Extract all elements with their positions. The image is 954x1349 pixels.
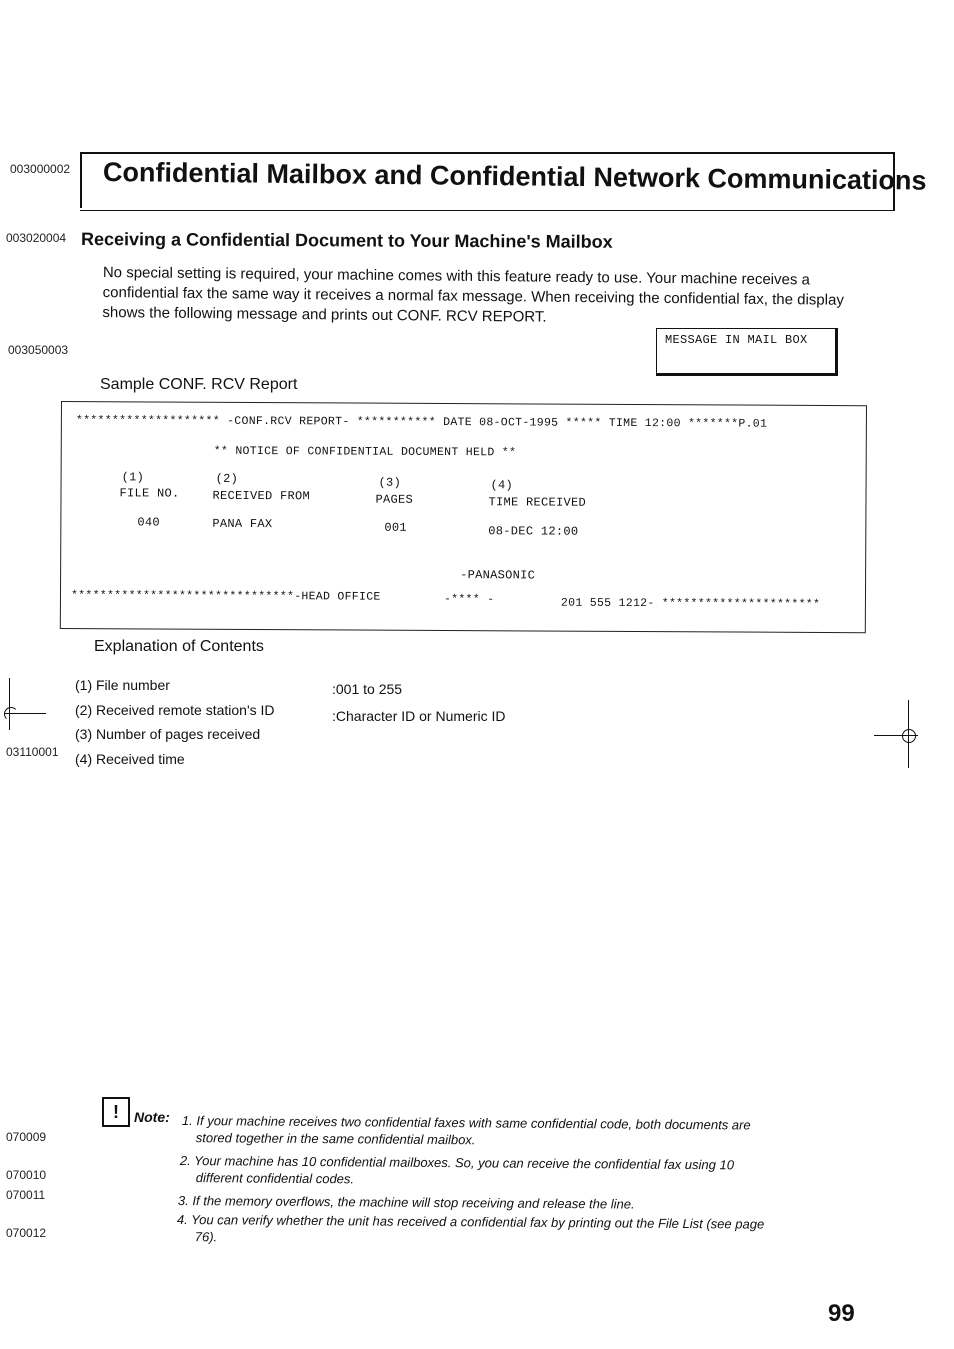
explanation-item-1-label: (1) File number	[75, 677, 170, 693]
report-col-3-label: PAGES	[375, 492, 414, 507]
sample-report-heading: Sample CONF. RCV Report	[100, 376, 298, 393]
margin-code-display: 003050003	[8, 343, 69, 357]
conf-rcv-report	[60, 401, 867, 633]
report-col-4-label: TIME RECEIVED	[488, 495, 587, 510]
section-title: Receiving a Confidential Document to Your Machine's Mailbox	[80, 229, 613, 252]
margin-code-title: 003000002	[10, 162, 71, 176]
lcd-display-box	[656, 328, 838, 376]
page-title: Confidential Mailbox and Confidential Network Communications	[102, 157, 927, 196]
lcd-display-message: MESSAGE IN MAIL BOX	[665, 333, 808, 347]
margin-code-note-4: 070012	[6, 1226, 47, 1240]
report-col-3-number: (3)	[378, 475, 402, 490]
note-1-number: 1.	[181, 1113, 193, 1129]
registration-mark-right	[902, 729, 916, 743]
body-paragraph: No special setting is required, your machine comes with this feature ready to use. Your machine receives a confidential fax the same way it receives a normal fax message. When receiving the confidential fax, the display shows the following message and prints out CONF. RCV REPORT.	[102, 263, 844, 326]
note-4	[177, 1211, 765, 1250]
margin-code-explanation: 03110001	[6, 745, 59, 759]
note-4-number: 4.	[176, 1212, 188, 1228]
report-footer-mid: -**** -	[443, 593, 495, 607]
report-footer-right: 201 555 1212- **********************	[560, 596, 821, 611]
margin-code-note-2: 070010	[6, 1168, 47, 1182]
note-3-number: 3.	[177, 1193, 189, 1209]
report-col-1-number: (1)	[121, 470, 145, 485]
margin-code-note-3: 070011	[6, 1188, 46, 1202]
note-4-line-2: 76).	[194, 1229, 218, 1245]
page-number: 99	[828, 1300, 855, 1327]
explanation-item-3-label: (3) Number of pages received	[75, 726, 261, 742]
note-icon: !	[102, 1097, 130, 1127]
explanation-heading: Explanation of Contents	[94, 638, 264, 655]
report-col-3-value: 001	[384, 520, 407, 535]
note-2-number: 2.	[179, 1153, 191, 1169]
report-col-2-number: (2)	[215, 471, 239, 486]
report-col-2-value: PANA FAX	[212, 516, 273, 532]
margin-code-section: 003020004	[6, 231, 67, 245]
note-3-line-1: If the memory overflows, the machine will stop receiving and release the line.	[192, 1193, 635, 1212]
note-label: Note:	[134, 1109, 170, 1125]
note-1	[182, 1112, 751, 1150]
note-2-line-2: different confidential codes.	[195, 1170, 355, 1187]
note-3	[178, 1192, 635, 1213]
report-notice: ** NOTICE OF CONFIDENTIAL DOCUMENT HELD **	[213, 444, 517, 460]
margin-code-note-1: 070009	[6, 1130, 47, 1144]
report-col-4-number: (4)	[490, 478, 514, 493]
explanation-item-4-label: (4) Received time	[75, 751, 185, 767]
report-header-line: ******************** -CONF.RCV REPORT- *********** DATE 08-OCT-1995 ***** TIME 12:00 *******P.01	[75, 414, 768, 431]
report-col-1-value: 040	[137, 515, 160, 530]
title-frame-left-rule	[80, 152, 82, 208]
report-footer-left: *******************************-HEAD OFFICE	[70, 589, 381, 604]
note-2-line-1: Your machine has 10 confidential mailboxes. So, you can receive the confidential fax using 10	[194, 1153, 735, 1173]
report-col-1-label: FILE NO.	[119, 486, 180, 501]
note-2	[180, 1152, 734, 1190]
report-col-4-value: 08-DEC 12:00	[488, 524, 579, 539]
crop-mark-left-vertical	[9, 678, 10, 730]
explanation-item-2-label: (2) Received remote station's ID	[75, 702, 275, 718]
report-col-2-label: RECEIVED FROM	[212, 488, 311, 504]
report-sender: -PANASONIC	[460, 568, 536, 583]
note-1-line-1: If your machine receives two confidential faxes with same confidential code, both documents are	[196, 1113, 751, 1133]
explanation-item-1-desc: :001 to 255	[332, 681, 403, 697]
note-1-line-2: stored together in the same confidential mailbox.	[195, 1130, 476, 1148]
registration-mark-left	[4, 707, 18, 721]
explanation-item-2-desc: :Character ID or Numeric ID	[332, 708, 506, 724]
note-4-line-1: You can verify whether the unit has received a confidential fax by printing out the File List (see page	[191, 1212, 765, 1232]
